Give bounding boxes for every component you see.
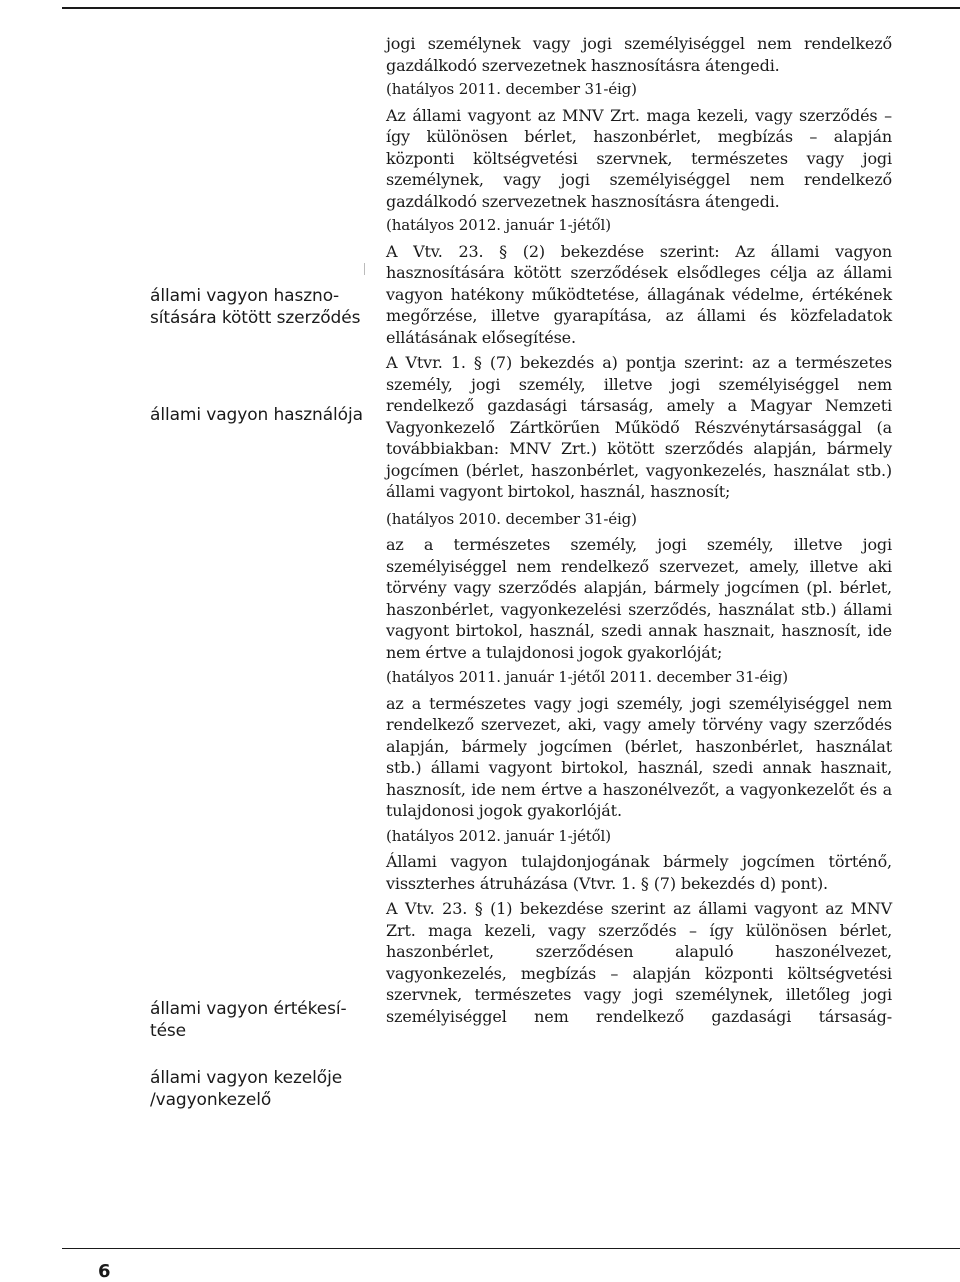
validity-note: (hatályos 2012. január 1-jétől) xyxy=(386,216,611,234)
term-ertekesites: állami vagyon értékesítése xyxy=(150,999,347,1041)
paragraph: jogi személynek vagy jogi személyiséggel nem rendelkező gazdálkodó szervezetnek hasznosításra átengedi. xyxy=(386,34,892,75)
validity-note: (hatályos 2012. január 1-jétől) xyxy=(386,826,611,845)
paragraph: A Vtv. 23. § (2) bekezdése szerint: Az állami vagyon hasznosítására kötött szerződések elsődleges célja az állami vagyon hatékony működtetése, állagának védelme, értékének megőrzése, illetve gyarapítása, az állami és közfeladatok ellátásának elősegítése. xyxy=(386,241,892,347)
page-number: 6 xyxy=(98,1261,111,1282)
column-tick xyxy=(364,263,365,275)
bottom-rule xyxy=(62,1248,960,1249)
paragraph: A Vtvr. 1. § (7) bekezdés a) pontja szerint: az a természetes személy, jogi személy, illetve jogi személyiséggel nem rendelkező gazdasági társaság, amely a Magyar Nemzeti Vagyonkezelő Zártkörűen Működő Részvénytársasággal (a továbbiakban: MNV Zrt.) kötött szerződés alapján, bármely jogcímen (bérlet, haszonbérlet, vagyonkezelés, használat stb.) állami vagyont birtokol, használ, hasznosít; xyxy=(386,353,892,501)
validity-note: (hatályos 2011. január 1-jétől 2011. december 31-éig) xyxy=(386,668,788,686)
paragraph: A Vtv. 23. § (1) bekezdése szerint az állami vagyont az MNV Zrt. maga kezeli, vagy szerződés – így különösen bérlet, haszonbérlet, szerződésen alapuló haszonélvezet, vagyonkezelés, megbízás – alapján központi költségvetési szervnek, természetes vagy jogi személynek, illetőleg jogi személyiséggel nem rendelkező gazdasági társaság- xyxy=(386,899,892,1026)
term-kezelo: állami vagyon kezelője /vagyonkezelő xyxy=(150,1068,343,1110)
top-rule xyxy=(62,7,960,9)
paragraph: az a természetes vagy jogi személy, jogi személyiséggel nem rendelkező szervezet, aki, vagy amely törvény vagy szerződés alapján, bármely jogcímen (bérlet, haszonbérlet, használat stb.) állami vagyont birtokol, használ, szedi annak hasznait, hasznosít, ide nem értve a haszonélvezőt, a vagyonkezelőt és a tulajdonosi jogok gyakorlóját. xyxy=(386,693,892,820)
validity-note: (hatályos 2010. december 31-éig) xyxy=(386,509,637,528)
validity-note: (hatályos 2011. december 31-éig) xyxy=(386,80,637,98)
paragraph: Állami vagyon tulajdonjogának bármely jogcímen történő, visszterhes átruházása (Vtvr. 1. § (7) bekezdés d) pont). xyxy=(386,852,892,893)
paragraph: az a természetes személy, jogi személy, illetve jogi személyiséggel nem rendelkező szervezet, amely, illetve aki törvény vagy szerződés alapján, bármely jogcímen (pl. bérlet, haszonbérlet, vagyonkezelési szerződés, használat stb.) állami vagyont birtokol, használ, szedi annak hasznait, hasznosít, ide nem értve a tulajdonosi jogok gyakorlóját; xyxy=(386,535,892,662)
term-hasznositas: állami vagyon hasznosítására kötött szerződés xyxy=(150,286,361,328)
paragraph: Az állami vagyont az MNV Zrt. maga kezeli, vagy szerződés – így különösen bérlet, haszonbérlet, megbízás – alapján központi költségvetési szervnek, természetes vagy jogi személynek, vagy jogi személyiséggel nem rendelkező gazdálkodó szervezetnek hasznosításra átengedi. xyxy=(386,105,892,211)
definitions-column xyxy=(386,33,892,1031)
term-hasznalo: állami vagyon használója xyxy=(150,405,363,425)
